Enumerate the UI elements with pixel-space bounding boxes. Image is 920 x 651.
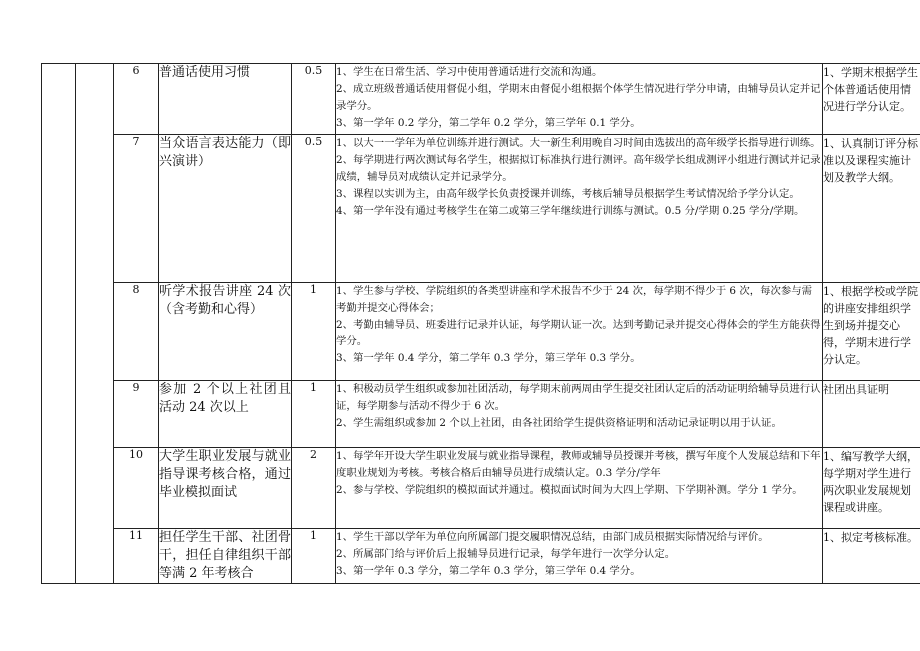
- item-content: [336, 381, 823, 448]
- credit-value: 1: [292, 381, 336, 448]
- content-line: 2、成立班级普通话使用督促小组，学期末由督促小组根据个体学生情况进行学分申请，由辅导员认定并记录学分。: [336, 83, 821, 112]
- content-line: 2、所属部门给与评价后上报辅导员进行记录，每学年进行一次学分认定。: [336, 548, 676, 561]
- item-note: 社团出具证明: [823, 381, 920, 448]
- content-line: 1、学生干部以学年为单位向所属部门提交履职情况总结，由部门成员根据实际情况给与评价。: [336, 531, 769, 543]
- content-line: 1、学生参与学校、学院组织的各类型讲座和学术报告不少于 24 次，每学期不得少于 6 次，每次参与需考勤并提交心得体会；: [336, 285, 813, 314]
- item-note: 1、认真制订评分标准以及课程实施计划及教学大纲。: [823, 135, 920, 283]
- table-body: [42, 64, 920, 584]
- content-line: 3、第一学年 0.2 学分，第二学年 0.2 学分，第三学年 0.1 学分。: [336, 116, 641, 129]
- table-row: [42, 529, 920, 584]
- table-row: [42, 448, 920, 529]
- content-line: 2、每学期进行两次测试每名学生，根据拟订标准执行进行测评。高年级学长组成测评小组进行测试并记录成绩，辅导员对成绩认定并记录学分。: [336, 154, 821, 183]
- content-line: 2、考勤由辅导员、班委进行记录并认证，每学期认证一次。达到考勤记录并提交心得体会的学生方能获得学分。: [336, 318, 821, 348]
- row-number: 9: [114, 381, 159, 448]
- content-line: 1、学生在日常生活、学习中使用普通话进行交流和沟通。: [336, 66, 603, 78]
- item-note: 1、根据学校或学院的讲座安排组织学生到场并提交心得，学期末进行学分认定。: [823, 283, 920, 381]
- content-line: 3、第一学年 0.3 学分，第二学年 0.3 学分，第三学年 0.4 学分。: [336, 565, 641, 578]
- table-row: [42, 64, 920, 135]
- subcategory-cell: [76, 64, 114, 584]
- credit-value: 1: [292, 529, 336, 584]
- item-name: 当众语言表达能力（即兴演讲）: [159, 135, 292, 283]
- item-name: 普通话使用习惯: [159, 64, 292, 135]
- item-name: 大学生职业发展与就业指导课考核合格，通过毕业模拟面试: [159, 448, 292, 529]
- table-row: [42, 381, 920, 448]
- content-line: 3、第一学年 0.4 学分，第二学年 0.3 学分，第三学年 0.3 学分。: [336, 352, 641, 365]
- table-row: [42, 135, 920, 283]
- item-name: 听学术报告讲座 24 次（含考勤和心得）: [159, 283, 292, 381]
- item-note: 1、编写教学大纲，每学期对学生进行两次职业发展规划课程或讲座。: [823, 448, 920, 529]
- row-number: 7: [114, 135, 159, 283]
- content-line: 2、学生需组织或参加 2 个以上社团，由各社团给学生提供资格证明和活动记录证明以用于认证。: [336, 416, 782, 429]
- category-cell: [42, 64, 76, 584]
- row-number: 6: [114, 64, 159, 135]
- item-content: [336, 283, 823, 381]
- content-line: 2、参与学校、学院组织的模拟面试并通过。模拟面试时间为大四上学期、下学期补测。学分 1 学分。: [336, 483, 803, 496]
- row-number: 8: [114, 283, 159, 381]
- table-row: [42, 283, 920, 381]
- item-note: 1、拟定考核标准。: [823, 529, 920, 584]
- content-line: 3、课程以实训为主，由高年级学长负责授课并训练，考核后辅导员根据学生考试情况给予学分认定。: [336, 187, 800, 200]
- credit-value: 2: [292, 448, 336, 529]
- content-line: 4、第一学年没有通过考核学生在第二或第三学年继续进行训练与测试。0.5 分/学期 0.25 学分/学期。: [336, 204, 805, 217]
- row-number: 11: [114, 529, 159, 584]
- content-line: 1、每学年开设大学生职业发展与就业指导课程，教师或辅导员授课并考核，撰写年度个人发展总结和下年度职业规划为考核。考核合格后由辅导员进行成绩认定。0.3 学分/学年: [336, 450, 821, 479]
- item-content: [336, 64, 823, 135]
- credit-value: 1: [292, 283, 336, 381]
- credit-table: [41, 63, 920, 584]
- item-note: 1、学期末根据学生个体普通话使用情况进行学分认定。: [823, 64, 920, 135]
- item-name: 参加 2 个以上社团且活动 24 次以上: [159, 381, 292, 448]
- row-number: 10: [114, 448, 159, 529]
- credit-value: 0.5: [292, 135, 336, 283]
- content-line: 1、积极动员学生组织或参加社团活动，每学期末前两周由学生提交社团认定后的活动证明给辅导员进行认证，每学期参与活动不得少于 6 次。: [336, 383, 821, 412]
- item-name: 担任学生干部、社团骨干，担任自律组织干部等满 2 年考核合: [159, 529, 292, 584]
- content-line: 1、以大一一学年为单位训练并进行测试。大一新生利用晚自习时间由选拔出的高年级学长指导进行训练。: [336, 137, 821, 149]
- item-content: [336, 529, 823, 584]
- credit-value: 0.5: [292, 64, 336, 135]
- item-content: [336, 135, 823, 283]
- item-content: [336, 448, 823, 529]
